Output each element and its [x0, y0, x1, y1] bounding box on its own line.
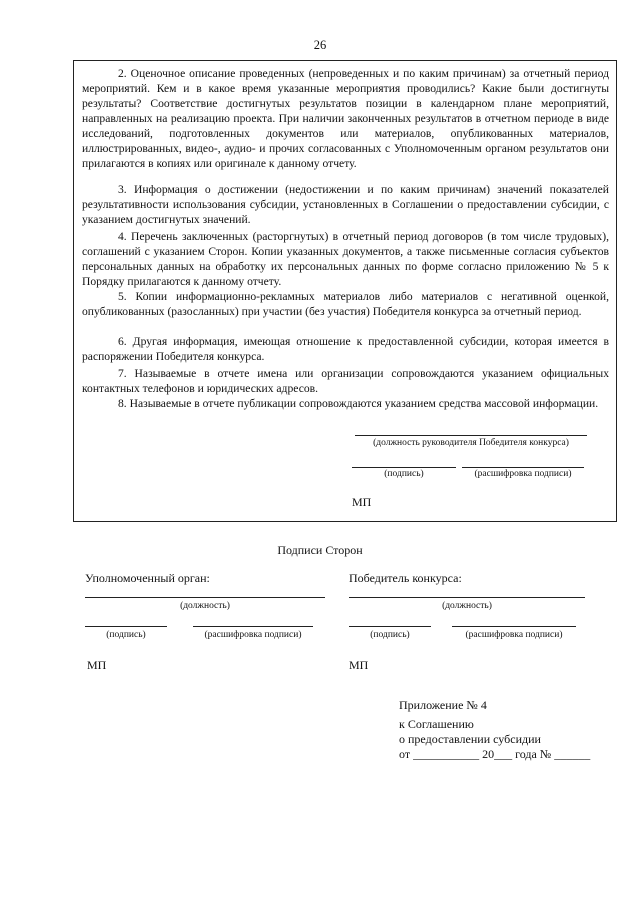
paragraph-6: 6. Другая информация, имеющая отношение к предоставленной субсидии, которая имеется в распоряжении Победителя конкурса. — [82, 335, 609, 363]
winner-decoding-line — [452, 626, 576, 627]
appendix-title: Приложение № 4 — [399, 698, 487, 712]
winner-label: Победитель конкурса: — [349, 571, 462, 585]
winner-signature-line — [349, 626, 431, 627]
box-decoding-caption: (расшифровка подписи) — [474, 469, 572, 479]
box-signature-caption: (подпись) — [384, 469, 424, 479]
winner-decoding-caption: (расшифровка подписи) — [465, 630, 563, 640]
authority-signature-caption: (подпись) — [106, 630, 146, 640]
winner-position-caption: (должность) — [442, 601, 492, 611]
paragraph-4: 4. Перечень заключенных (расторгнутых) в отчетный период договоров (в том числе трудовых), соглашений с указанием Сторон. Копии указанных документов, а также письменные согласия субъектов персональных данных на обработку их персональных данных по форме согласно приложению № 5 к Порядку прилагаются к данному отчету. — [82, 230, 609, 288]
box-position-line — [355, 435, 587, 436]
appendix-line-3: от ___________ 20___ года № ______ — [399, 747, 591, 761]
winner-signature-caption: (подпись) — [370, 630, 410, 640]
winner-position-line — [349, 597, 585, 598]
authority-label: Уполномоченный орган: — [85, 571, 210, 585]
parties-title: Подписи Сторон — [277, 543, 363, 557]
appendix-line-2: о предоставлении субсидии — [399, 732, 541, 746]
appendix-line-1: к Соглашению — [399, 717, 474, 731]
paragraph-2: 2. Оценочное описание проведенных (непроведенных и по каким причинам) за отчетный период мероприятий. Кем и в какое время указанные мероприятия проводились? Какие были достигнуты результаты? Соответствие достигнутых результатов позиции в календарном плане мероприятий, направленных на реализацию проекта. При наличии законченных результатов в отчетном периоде в виде исследований, подготовленных документов или материалов, опубликованных материалов, иллюстрированных, видео-, аудио- и прочих согласованных с Уполномоченным органом результатов они прилагаются в копиях или оригинале к данному отчету. — [82, 67, 609, 170]
authority-position-line — [85, 597, 325, 598]
paragraph-3: 3. Информация о достижении (недостижении и по каким причинам) значений показателей результативности использования субсидии, установленных в Соглашении о предоставлении субсидии, с указанием достигнутых значений. — [82, 183, 609, 226]
authority-decoding-line — [193, 626, 313, 627]
authority-decoding-caption: (расшифровка подписи) — [204, 630, 302, 640]
winner-stamp: МП — [349, 658, 369, 672]
box-stamp: МП — [352, 495, 372, 509]
paragraph-5: 5. Копии информационно-рекламных материалов либо материалов с негативной оценкой, опубликованных (разосланных) при участии (без участия) Победителя конкурса за отчетный период. — [82, 290, 609, 318]
paragraph-7: 7. Называемые в отчете имена или организации сопровождаются указанием официальных контактных телефонов и юридических адресов. — [82, 367, 609, 395]
authority-signature-line — [85, 626, 167, 627]
paragraph-8: 8. Называемые в отчете публикации сопровождаются указанием средства массовой информации. — [118, 397, 599, 410]
page-number: 26 — [313, 38, 327, 52]
authority-stamp: МП — [87, 658, 107, 672]
box-position-caption: (должность руководителя Победителя конкурса) — [373, 438, 569, 448]
box-decoding-line — [462, 467, 584, 468]
box-signature-line — [352, 467, 456, 468]
authority-position-caption: (должность) — [180, 601, 230, 611]
